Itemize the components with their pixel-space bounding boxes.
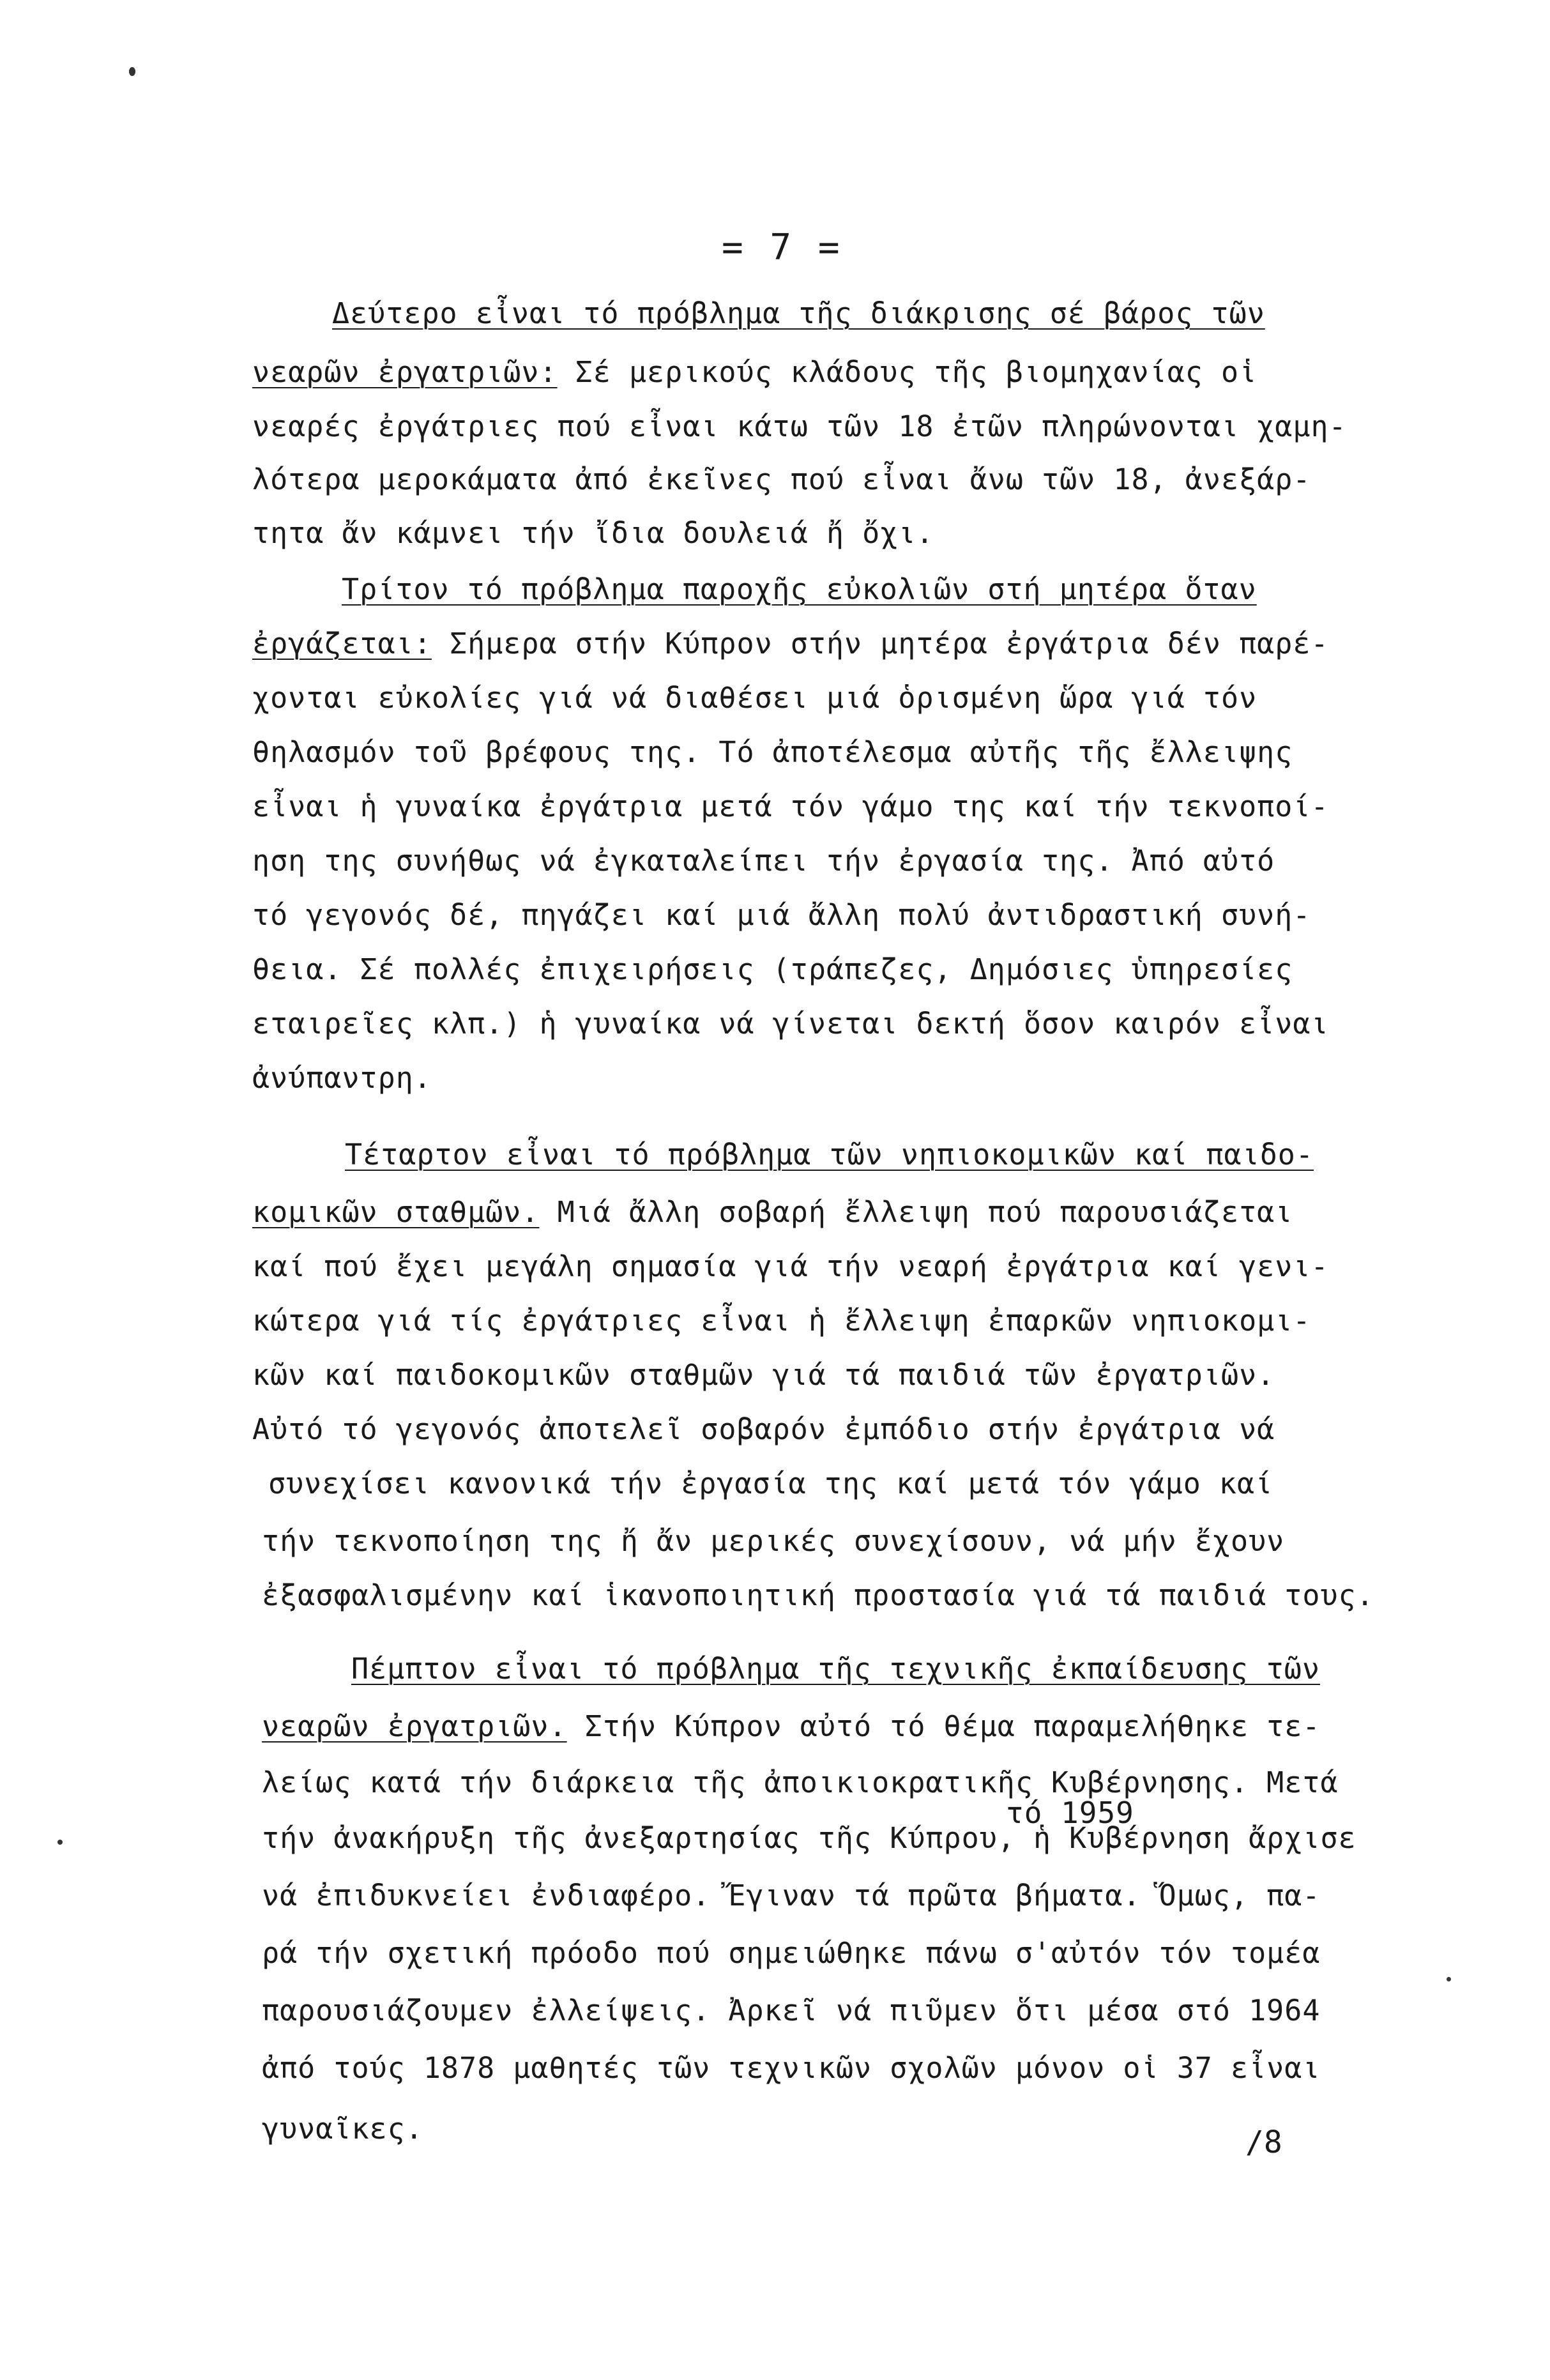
section-heading: Τρίτον τό πρόβλημα παροχῆς εὐκολιῶν στή μητέρα ὅταν xyxy=(342,572,1257,606)
interlinear-note: τό 1959 xyxy=(1006,1796,1134,1830)
paragraph-line: ἐξασφαλισμένην καί ἱκανοποιητική προστασία γιά τά παιδιά τους. xyxy=(262,1578,1374,1612)
scan-speck xyxy=(1447,1977,1451,1981)
paragraph-line: εταιρεῖες κλπ.) ἡ γυναίκα νά γίνεται δεκτή ὅσον καιρόν εἶναι xyxy=(252,1007,1329,1041)
paragraph-line: καί πού ἔχει μεγάλη σημασία γιά τήν νεαρή ἐργάτρια καί γενι- xyxy=(252,1249,1329,1283)
section-heading: Τέταρτον εἶναι τό πρόβλημα τῶν νηπιοκομικῶν καί παιδο- xyxy=(345,1138,1314,1171)
scan-speck xyxy=(129,67,135,76)
paragraph-line: ἀπό τούς 1878 μαθητές τῶν τεχνικῶν σχολῶν μόνον οἱ 37 εἶναι xyxy=(262,2051,1321,2085)
paragraph-line: λείως κατά τήν διάρκεια τῆς ἀποικιοκρατικῆς Κυβέρνησης. Μετά xyxy=(262,1766,1339,1799)
paragraph-line: ἀνύπαντρη. xyxy=(252,1061,432,1095)
paragraph-line: τητα ἄν κάμνει τήν ἴδια δουλειά ἤ ὄχι. xyxy=(252,516,934,550)
paragraph-line: ηση της συνήθως νά ἐγκαταλείπει τήν ἐργασία της. Ἀπό αὐτό xyxy=(252,844,1275,878)
paragraph-line: Αὐτό τό γεγονός ἀποτελεῖ σοβαρόν ἐμπόδιο στήν ἐργάτρια νά xyxy=(252,1412,1275,1446)
paragraph-line xyxy=(342,572,1257,606)
paragraph-line: νεαρές ἐργάτριες πού εἶναι κάτω τῶν 18 ἐτῶν πληρώνονται χαμη- xyxy=(252,409,1347,443)
section-heading: ἐργάζεται: xyxy=(252,627,432,660)
paragraph-line xyxy=(252,355,1257,389)
paragraph-line xyxy=(332,296,1265,330)
line-text: Σήμερα στήν Κύπρον στήν μητέρα ἐργάτρια δέν παρέ- xyxy=(431,627,1329,660)
paragraph-line: συνεχίσει κανονικά τήν ἐργασία της καί μετά τόν γάμο καί xyxy=(268,1467,1273,1500)
section-heading: νεαρῶν ἐργατριῶν. xyxy=(262,1709,567,1743)
section-heading: νεαρῶν ἐργατριῶν: xyxy=(252,355,558,389)
paragraph-line xyxy=(345,1140,1314,1169)
paragraph-line: κῶν καί παιδοκομικῶν σταθμῶν γιά τά παιδιά τῶν ἐργατριῶν. xyxy=(252,1358,1275,1392)
continuation-mark: /8 xyxy=(1245,2124,1282,2160)
paragraph-line: εἶναι ἡ γυναίκα ἐργάτρια μετά τόν γάμο της καί τήν τεκνοποί- xyxy=(252,790,1329,823)
section-heading: Δεύτερο εἶναι τό πρόβλημα τῆς διάκρισης σέ βάρος τῶν xyxy=(332,296,1265,330)
paragraph-line: θηλασμόν τοῦ βρέφους της. Τό ἀποτέλεσμα αὐτῆς τῆς ἔλλειψης xyxy=(252,735,1293,769)
page-number: = 7 = xyxy=(722,227,842,268)
paragraph-line: λότερα μεροκάματα ἀπό ἐκεῖνες πού εἶναι ἄνω τῶν 18, ἀνεξάρ- xyxy=(252,462,1311,496)
paragraph-line: τό γεγονός δέ, πηγάζει καί μιά ἄλλη πολύ ἀντιδραστική συνή- xyxy=(252,898,1311,932)
paragraph-line: γυναῖκες. xyxy=(262,2112,423,2146)
paragraph-line: νά ἐπιδυκνείει ἐνδιαφέρο. Ἔγιναν τά πρῶτα βήματα. Ὅμως, πα- xyxy=(262,1879,1321,1912)
paragraph-line: χονται εὐκολίες γιά νά διαθέσει μιά ὁρισμένη ὥρα γιά τόν xyxy=(252,681,1257,715)
paragraph-line xyxy=(262,1709,1321,1743)
section-heading: Πέμπτον εἶναι τό πρόβλημα τῆς τεχνικῆς ἐκπαίδευσης τῶν xyxy=(351,1652,1320,1686)
paragraph-line xyxy=(252,629,1329,658)
paragraph-line: ρά τήν σχετική πρόοδο πού σημειώθηκε πάνω σ'αὐτόν τόν τομέα xyxy=(262,1936,1321,1970)
line-text: Στήν Κύπρον αὐτό τό θέμα παραμελήθηκε τε- xyxy=(566,1709,1321,1743)
paragraph-line: τήν τεκνοποίηση της ἤ ἄν μερικές συνεχίσουν, νά μήν ἔχουν xyxy=(262,1524,1285,1558)
paragraph-line xyxy=(351,1652,1320,1686)
paragraph-line xyxy=(252,1195,1293,1229)
section-heading: κομικῶν σταθμῶν. xyxy=(252,1195,540,1229)
paragraph-line: θεια. Σέ πολλές ἐπιχειρήσεις (τράπεζες, Δημόσιες ὑπηρεσίες xyxy=(252,952,1293,986)
paragraph-line: τήν ἀνακήρυξη τῆς ἀνεξαρτησίας τῆς Κύπρου, ἡ Κυβέρνηση ἄρχισε xyxy=(262,1821,1356,1855)
paragraph-line: κώτερα γιά τίς ἐργάτριες εἶναι ἡ ἔλλειψη ἐπαρκῶν νηπιοκομι- xyxy=(252,1304,1311,1338)
scan-speck xyxy=(57,1840,63,1845)
line-text: Σέ μερικούς κλάδους τῆς βιομηχανίας οἱ xyxy=(557,355,1257,389)
line-text: Μιά ἄλλη σοβαρή ἔλλειψη πού παρουσιάζεται xyxy=(539,1195,1293,1229)
paragraph-line: παρουσιάζουμεν ἐλλείψεις. Ἀρκεῖ νά πιῦμεν ὅτι μέσα στό 1964 xyxy=(262,1994,1321,2027)
